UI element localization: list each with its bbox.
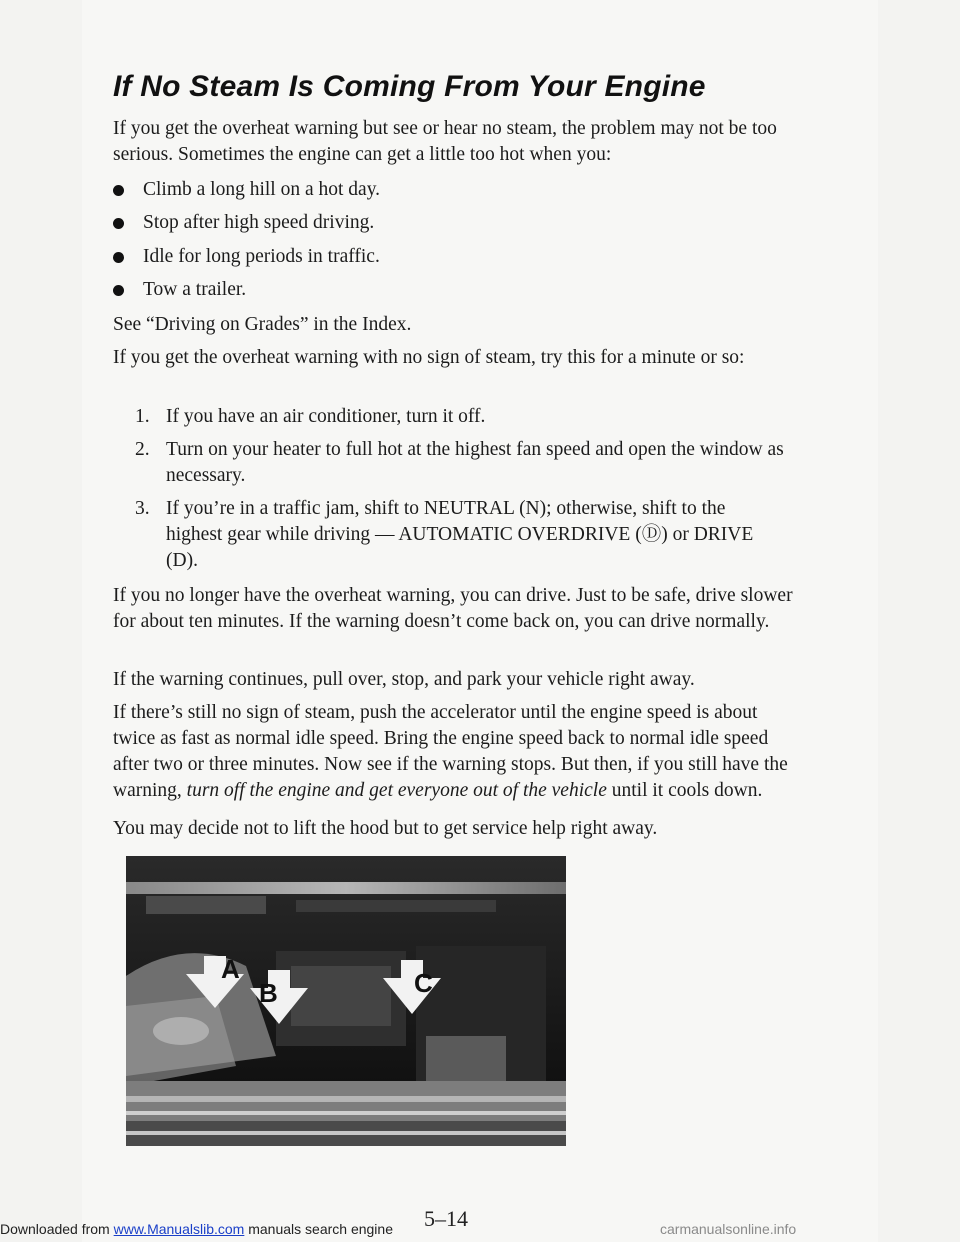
bullet-dot-icon (113, 218, 124, 229)
label-a: A (221, 954, 240, 984)
still-no-steam-paragraph: If there’s still no sign of steam, push the accelerator until the engine speed is about twice as fast as normal idle speed. Bring the engine speed back to normal idle speed after two or three minutes. Now see if the warning stops. But then, if you still have the warning, turn off the engine and get everyone out of the vehicle until it cools down. (113, 702, 788, 801)
see-index-note: See “Driving on Grades” in the Index. (113, 314, 412, 335)
bullet-dot-icon (113, 252, 124, 263)
page-number: 5–14 (424, 1206, 468, 1231)
intro-paragraph: If you get the overheat warning but see or hear no steam, the problem may not be too serious. Sometimes the engine can get a little too hot when you: (113, 118, 777, 165)
bullet-dot-icon (113, 185, 124, 196)
no-longer-paragraph: If you no longer have the overheat warning, you can drive. Just to be safe, drive slower for about ten minutes. If the warning doesn’t come back on, you can drive normally. (113, 585, 793, 632)
continues-paragraph: If the warning continues, pull over, stop, and park your vehicle right away. (113, 669, 695, 690)
download-footer: Downloaded from www.Manualslib.com manuals search engine (0, 1221, 393, 1237)
service-paragraph: You may decide not to lift the hood but to get service help right away. (113, 818, 658, 839)
label-c: C (414, 968, 433, 998)
emphasis-text: turn off the engine and get everyone out of the vehicle (186, 780, 607, 801)
engine-photo-graphic (126, 856, 566, 1146)
section-heading: If No Steam Is Coming From Your Engine (113, 70, 706, 103)
engine-compartment-photo (126, 856, 566, 1146)
watermark-text: carmanualsonline.info (660, 1221, 797, 1237)
manualslib-link[interactable]: www.Manualslib.com (113, 1221, 245, 1237)
label-b: B (259, 978, 278, 1008)
bullet-dot-icon (113, 285, 124, 296)
try-intro-paragraph: If you get the overheat warning with no sign of steam, try this for a minute or so: (113, 347, 745, 368)
